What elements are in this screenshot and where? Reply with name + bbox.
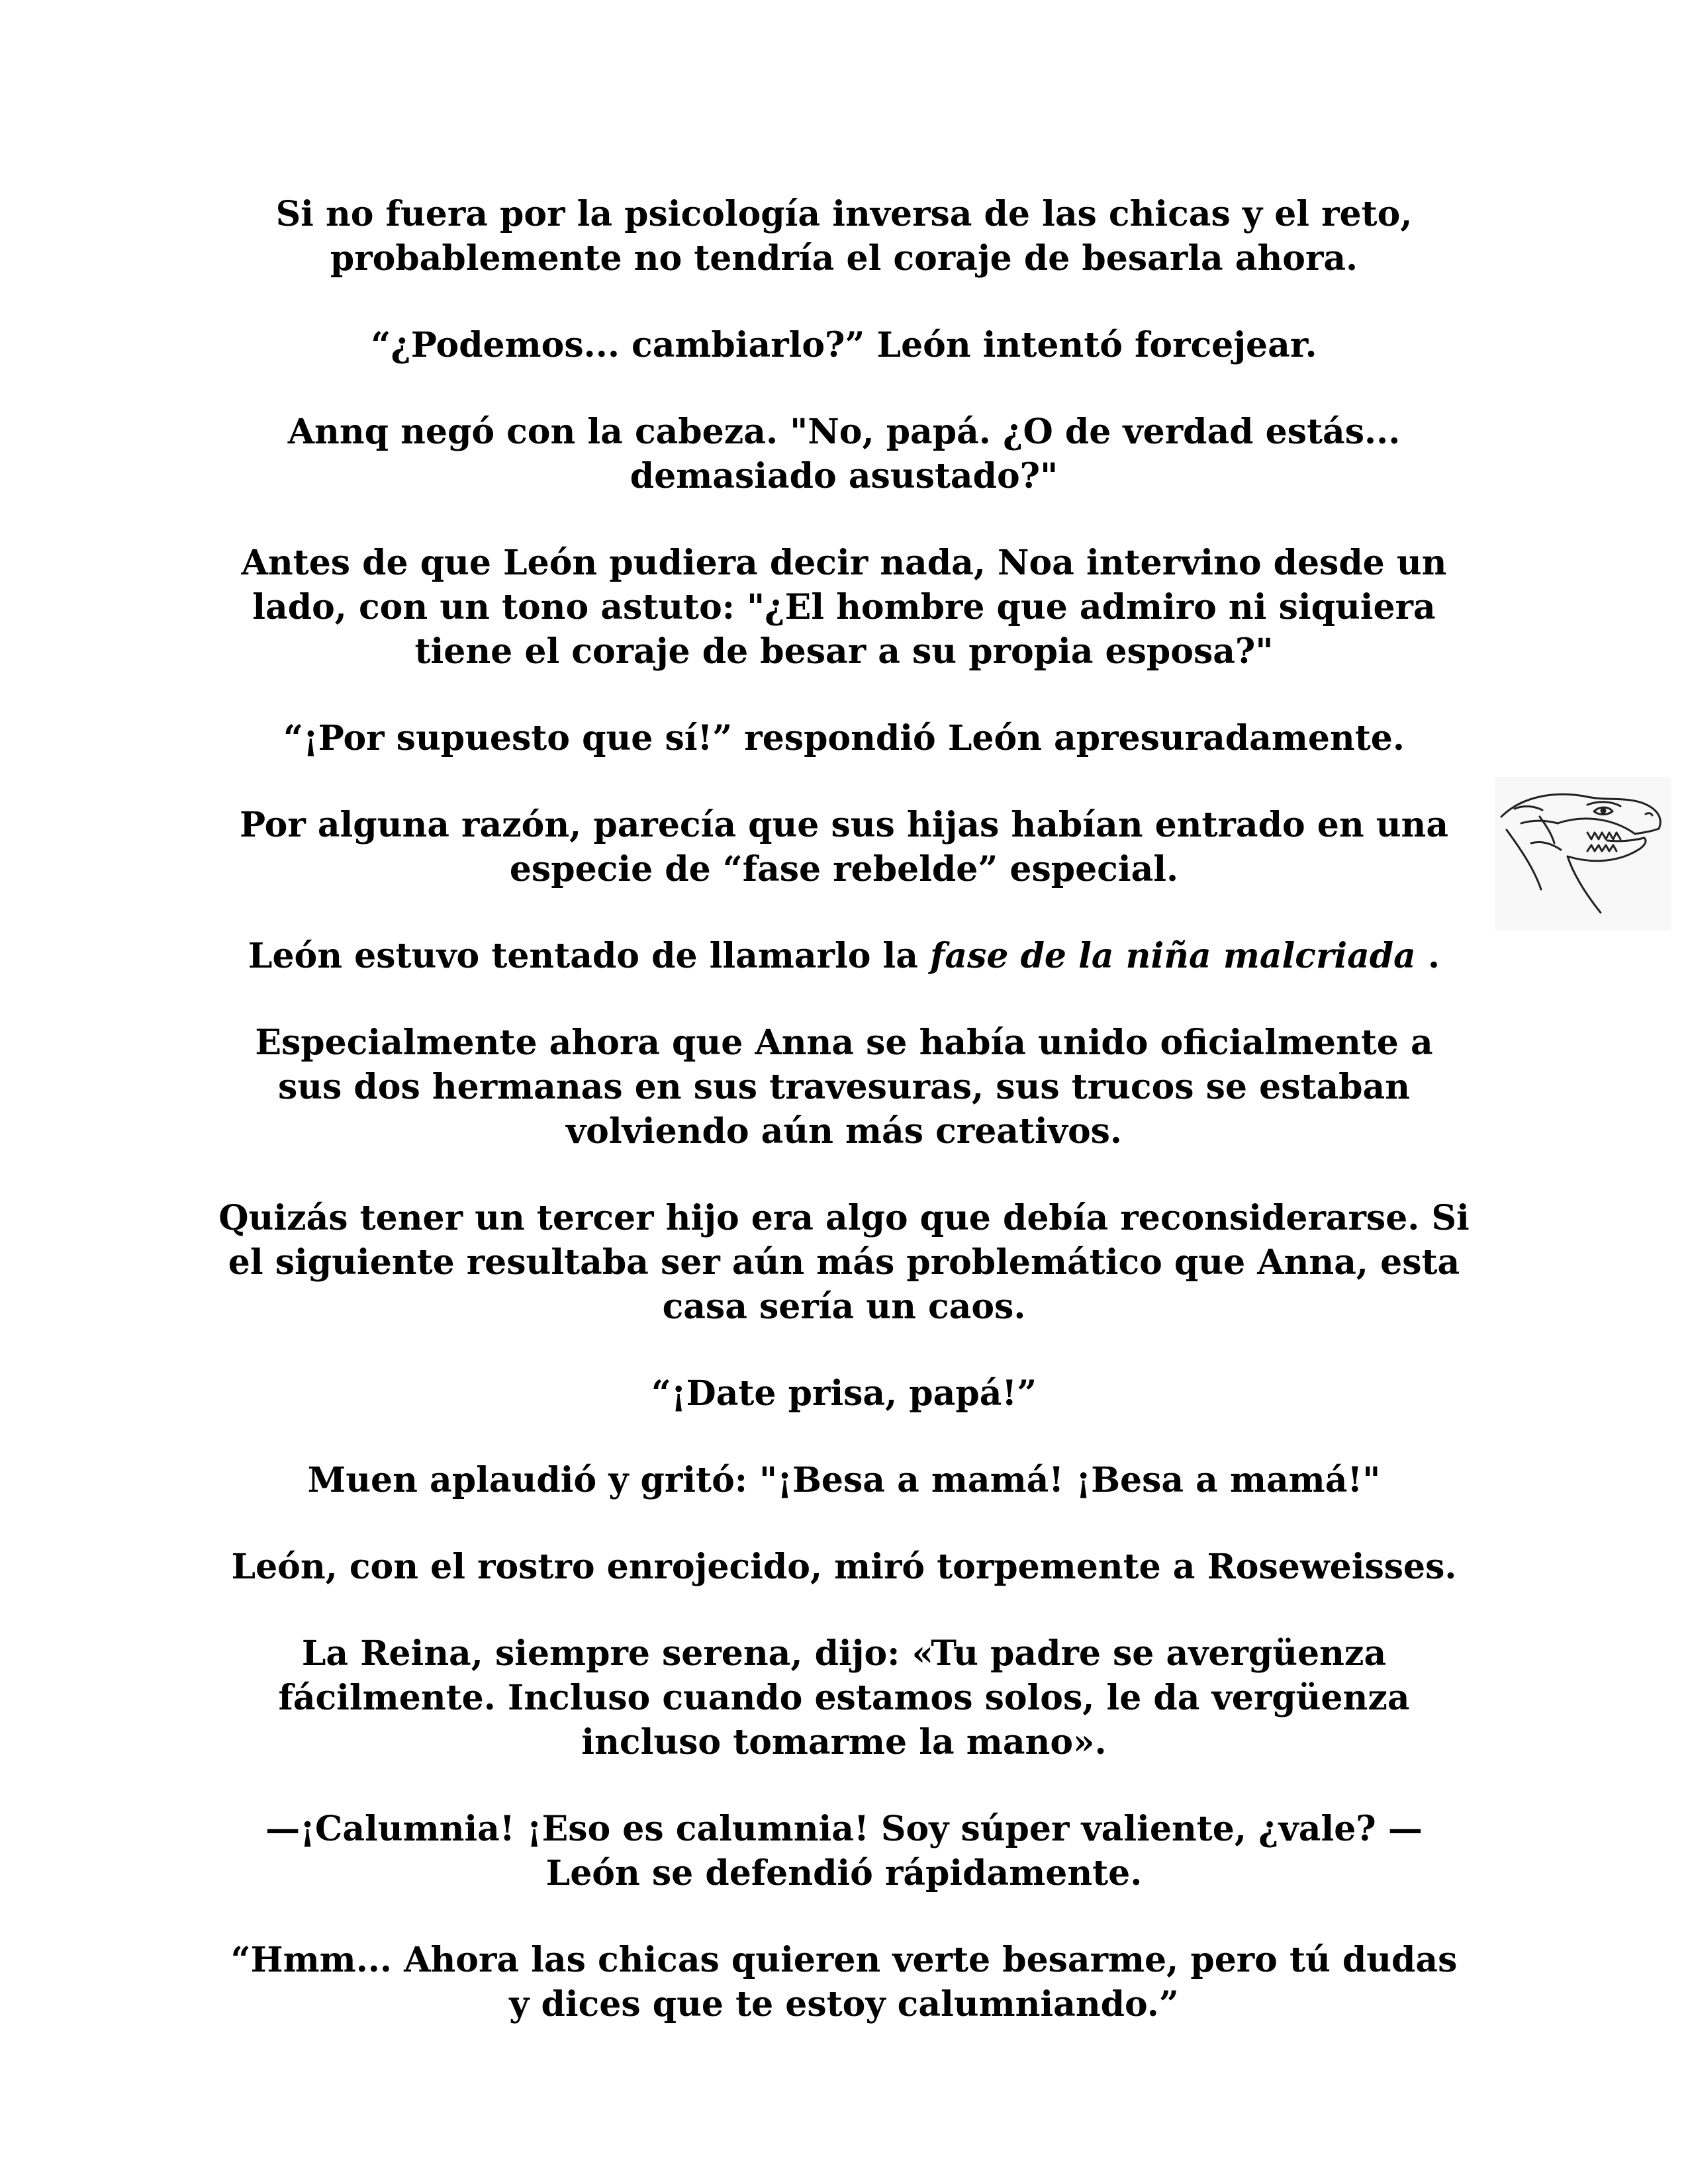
paragraph-5: “¡Por supuesto que sí!” respondió León apresuradamente. [283,718,1405,758]
paragraph-7-italic: fase de la niña malcriada [930,936,1416,976]
paragraph-15: “Hmm... Ahora las chicas quieren verte besarme, pero tú dudas y dices que te estoy calumniando.” [230,1940,1458,2025]
paragraph-7-after: . [1415,936,1440,976]
document-body [218,192,1470,2069]
paragraph-10: “¡Date prisa, papá!” [651,1373,1037,1414]
paragraph-11: Muen aplaudió y gritó: "¡Besa a mamá! ¡Besa a mamá!" [307,1460,1381,1500]
paragraph-14: —¡Calumnia! ¡Eso es calumnia! Soy súper valiente, ¿vale? — León se defendió rápidamente. [265,1809,1423,1893]
paragraph-6: Por alguna razón, parecía que sus hijas habían entrado en una especie de “fase rebelde” especial. [239,805,1449,889]
paragraph-2: “¿Podemos... cambiarlo?” León intentó forcejear. [371,325,1317,365]
paragraph-7 [218,934,1470,978]
paragraph-4: Antes de que León pudiera decir nada, Noa intervino desde un lado, con un tono astuto: "¿El hombre que admiro ni siquiera tiene el coraje de besar a su propia esposa?" [241,543,1447,672]
paragraph-3: Annq negó con la cabeza. "No, papá. ¿O de verdad estás... demasiado asustado?" [287,412,1401,496]
paragraph-13: La Reina, siempre serena, dijo: «Tu padre se avergüenza fácilmente. Incluso cuando estamos solos, le da vergüenza incluso tomarme la mano». [278,1633,1410,1762]
paragraph-9: Quizás tener un tercer hijo era algo que debía reconsiderarse. Si el siguiente resultaba ser aún más problemático que Anna, esta casa sería un caos. [218,1198,1470,1327]
dinosaur-head-icon [1495,777,1671,931]
paragraph-1: Si no fuera por la psicología inversa de las chicas y el reto, probablemente no tendría el coraje de besarla ahora. [275,194,1413,279]
paragraph-7-before: León estuvo tentado de llamarlo la [248,936,931,976]
paragraph-8: Especialmente ahora que Anna se había unido oficialmente a sus dos hermanas en sus travesuras, sus trucos se estaban volviendo aún más creativos. [255,1023,1433,1152]
paragraph-12: León, con el rostro enrojecido, miró torpemente a Roseweisses. [231,1547,1457,1587]
